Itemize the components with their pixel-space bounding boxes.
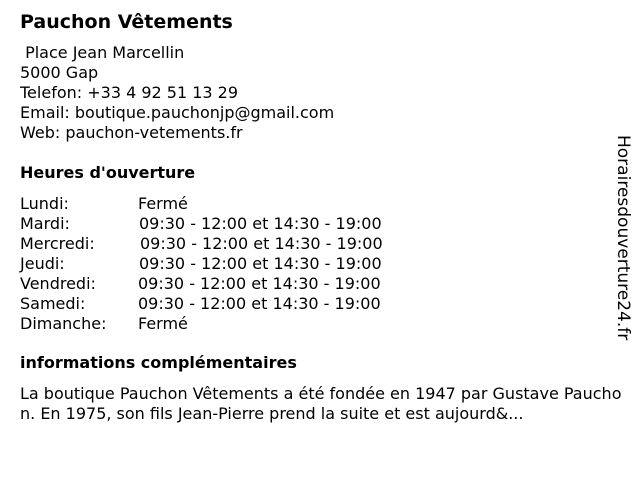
day-hours: 09:30 - 12:00 et 14:30 - 19:00 (138, 294, 381, 313)
day-hours: 09:30 - 12:00 et 14:30 - 19:00 (140, 234, 383, 253)
info-heading: informations complémentaires (20, 353, 297, 372)
address-street: Place Jean Marcellin (20, 43, 185, 62)
business-name: Pauchon Vêtements (20, 11, 233, 33)
day-label: Mardi: (20, 214, 70, 233)
hours-heading: Heures d'ouverture (20, 163, 196, 182)
website: Web: pauchon-vetements.fr (20, 123, 243, 142)
contact-block (20, 43, 334, 143)
day-label: Jeudi: (20, 254, 65, 273)
day-label: Lundi: (20, 194, 69, 213)
address-city: 5000 Gap (20, 63, 99, 82)
site-watermark: Horairesdouverture24.fr (613, 135, 633, 341)
phone-number: Telefon: +33 4 92 51 13 29 (20, 83, 239, 102)
day-hours: 09:30 - 12:00 et 14:30 - 19:00 (139, 214, 382, 233)
day-label: Mercredi: (20, 234, 95, 253)
email-address: Email: boutique.pauchonjp@gmail.com (20, 103, 335, 122)
info-description: La boutique Pauchon Vêtements a été fondée en 1947 par Gustave Pauchon. En 1975, son fils Jean-Pierre prend la suite et est aujourd&... (20, 384, 622, 423)
day-label: Samedi: (20, 294, 86, 313)
day-label: Vendredi: (20, 274, 96, 293)
day-hours: Fermé (138, 194, 188, 213)
day-hours: Fermé (138, 314, 188, 333)
day-hours: 09:30 - 12:00 et 14:30 - 19:00 (138, 274, 381, 293)
day-label: Dimanche: (20, 314, 107, 333)
day-hours: 09:30 - 12:00 et 14:30 - 19:00 (139, 254, 382, 273)
